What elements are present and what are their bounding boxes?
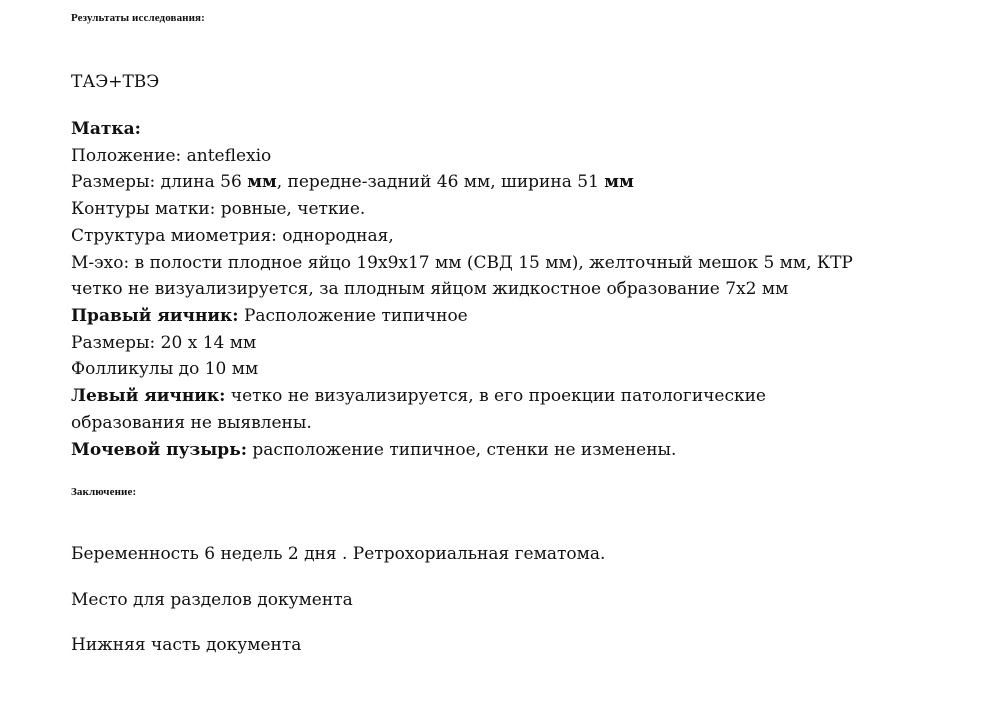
uterus-heading: Матка: — [71, 119, 141, 139]
footer-placeholder: Нижняя часть документа — [71, 635, 302, 655]
uterus-sizes — [71, 169, 634, 195]
bladder — [71, 437, 676, 463]
m-echo-line-1: М-эхо: в полости плодное яйцо 19х9х17 мм (СВД 15 мм), желточный мешок 5 мм, КТР — [71, 253, 853, 273]
m-echo-line-2: четко не визуализируется, за плодным яйцом жидкостное образование 7х2 мм — [71, 279, 789, 299]
right-ovary-follicles: Фолликулы до 10 мм — [71, 359, 259, 379]
right-ovary-text: Расположение типичное — [238, 306, 468, 326]
left-ovary-label: Левый яичник: — [71, 386, 226, 406]
left-ovary-text-2: образования не выявлены. — [71, 413, 312, 433]
uterus-position: Положение: anteflexio — [71, 146, 272, 166]
uterus-sizes-middle: , передне-задний 46 мм, ширина 51 — [276, 172, 605, 192]
uterus-sizes-prefix: Размеры: длина 56 — [71, 172, 248, 192]
right-ovary-label: Правый яичник: — [71, 306, 239, 326]
uterus-sizes-unit1: мм — [247, 172, 277, 192]
left-ovary-text-1: четко не визуализируется, в его проекции патологические — [225, 386, 766, 406]
right-ovary — [71, 303, 468, 329]
right-ovary-sizes: Размеры: 20 х 14 мм — [71, 333, 257, 353]
conclusion-text: Беременность 6 недель 2 дня . Ретрохориальная гематома. — [71, 544, 606, 564]
sections-placeholder: Место для разделов документа — [71, 590, 353, 610]
uterus-sizes-unit2: мм — [604, 172, 634, 192]
bladder-text: расположение типичное, стенки не изменены. — [247, 440, 677, 460]
bladder-label: Мочевой пузырь: — [71, 440, 248, 460]
conclusion-heading: Заключение: — [71, 486, 137, 498]
exam-method: ТАЭ+ТВЭ — [71, 72, 160, 92]
results-heading: Результаты исследования: — [71, 12, 205, 24]
uterus-contours: Контуры матки: ровные, четкие. — [71, 199, 366, 219]
myometrium-structure: Структура миометрия: однородная, — [71, 226, 394, 246]
left-ovary — [71, 383, 766, 409]
